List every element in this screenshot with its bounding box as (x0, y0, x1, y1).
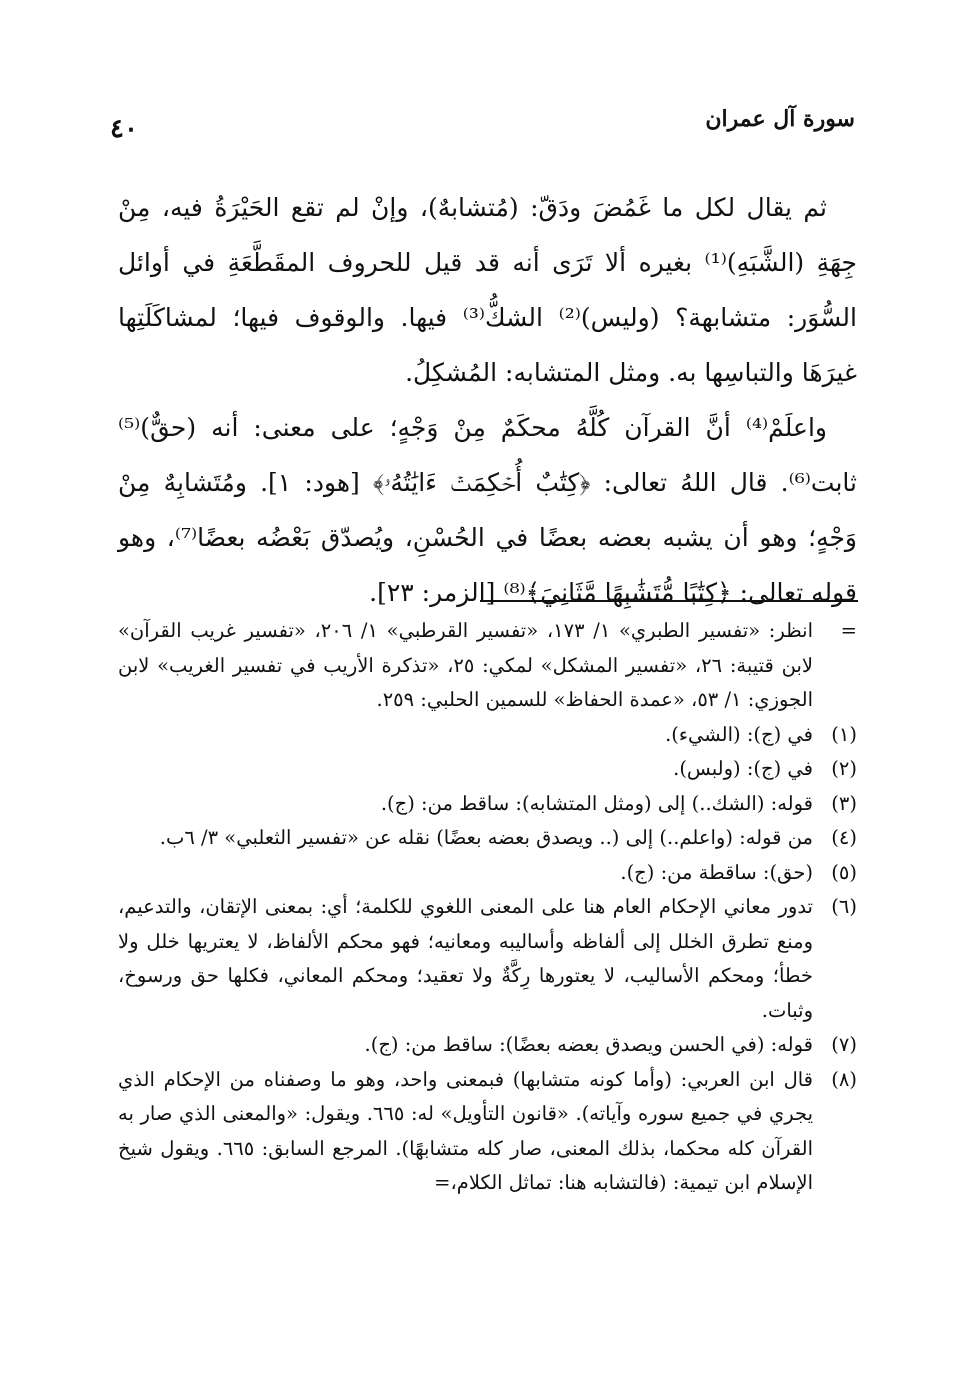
footnote-marker: (٨) (831, 1067, 857, 1091)
footnote-6 (118, 890, 857, 1028)
footnote-5 (118, 856, 857, 891)
footnote-marker: = (840, 619, 857, 642)
footnote-text: (حق): ساقطة من: (ج). (620, 860, 813, 884)
running-title: سورة آل عمران (705, 106, 855, 132)
footnote-marker: (٧) (831, 1033, 857, 1056)
footnotes (118, 614, 857, 1201)
footnote-marker: (٤) (831, 826, 857, 849)
footnote-text: تدور معاني الإحكام العام هنا على المعنى اللغوي للكلمة؛ أي: بمعنى الإتقان، والتدعيم، ومنع تطرق الخلل إلى ألفاظه وأساليبه ومعانيه؛ فهو محكم الألفاظ، لا يعتريها خلل ولا خطأ؛ ومحكم الأساليب، لا يعتورها رِكَّةٌ ولا تعقيد؛ ومحكم المعاني، فكلها حق ورسوخ، وثبات. (118, 895, 813, 1022)
page-header (110, 102, 855, 146)
main-text-body (118, 180, 857, 620)
footnote-8 (118, 1063, 857, 1201)
footnote-separator (480, 600, 858, 602)
footnote-text: انظر: «تفسير الطبري» ١/ ١٧٣، «تفسير القرطبي» ١/ ٢٠٦، «تفسير غريب القرآن» لابن قتيبة: ٢٦، «تفسير المشكل» لمكي: ٢٥، «تذكرة الأريب في تفسير الغريب» لابن الجوزي: ١/ ٥٣، «عمدة الحفاظ» للسمين الحلبي: ٢٥٩. (118, 619, 813, 711)
footnote-text: قوله: (الشك..) إلى (ومثل المتشابه): ساقط من: (ج). (380, 791, 813, 815)
page-number: ٤٠ (110, 114, 138, 144)
footnote-7 (118, 1028, 857, 1063)
footnote-text: قوله: (في الحسن ويصدق بعضه بعضًا): ساقط من: (ج). (364, 1033, 813, 1056)
footnote-text: من قوله: (واعلم..) إلى (.. ويصدق بعضه بعضًا) نقله عن «تفسير الثعلبي» ٣/ ٦ب. (159, 826, 813, 849)
footnote-marker: (٦) (831, 895, 857, 918)
footnote-continuation (118, 614, 857, 718)
footnote-text: قال ابن العربي: (وأما كونه متشابها) فبمعنى واحد، وهو ما وصفناه من الإحكام الذي يجري في جميع سوره وآياته). «قانون التأويل» له: ٦٦٥. ويقول: «والمعنى الذي صار به القرآن كله محكما، بذلك المعنى، صار كله متشابهًا). المرجع السابق: ٦٦٥. ويقول شيخ الإسلام ابن تيمية: (فالتشابه هنا: تماثل الكلام،= (118, 1067, 814, 1194)
footnote-1 (118, 718, 857, 753)
paragraph: ثم يقال لكل ما غَمُضَ ودَقّ: (مُتشابهٌ)، وإنْ لم تقع الحَيْرَةُ فيه، مِنْ جِهَةِ (الشَّبَهِ)⁽¹⁾ بغيره ألا تَرَى أنه قد قيل للحروف المقَطَّعَةِ في أوائل السُّوَر: متشابهة؟ (وليس)⁽²⁾ الشكُّ⁽³⁾ فيها. والوقوف فيها؛ لمشاكَلَتِها غيرَهَا والتباسِها به. ومثل المتشابه: المُشكِلُ. (118, 193, 857, 387)
footnote-text: في (ج): (ولبس). (673, 757, 813, 780)
paragraph: واعلَمْ⁽⁴⁾ أنَّ القرآن كُلَّهُ محكَمٌ مِنْ وَجْهٍ؛ على معنى: أنه (حقٌّ)⁽⁵⁾ ثابت⁽⁶⁾. قال اللهُ تعالى: ﴿كِتَٰبٌ أُحۡكِمَتۡ ءَايَٰتُهُۥ﴾ [هود: ١]. ومُتَشابِهٌ مِنْ وَجْهٍ؛ وهو أن يشبه بعضه بعضًا في الحُسْنِ، ويُصدّق بَعْضُه بعضًا⁽⁷⁾، وهو قوله تعالى: ﴿كِتَٰبًا مُّتَشَٰبِهًا مَّثَانِيَ﴾⁽⁸⁾ [الزمر: ٢٣]. (118, 413, 858, 607)
footnote-text: في (ج): (الشيء). (665, 722, 813, 746)
footnote-4 (118, 821, 857, 856)
footnote-2 (118, 752, 857, 787)
footnote-3 (118, 787, 857, 822)
footnote-marker: (٥) (831, 860, 857, 884)
footnote-marker: (١) (831, 722, 857, 746)
footnote-marker: (٢) (831, 757, 857, 780)
footnote-marker: (٣) (831, 791, 857, 815)
